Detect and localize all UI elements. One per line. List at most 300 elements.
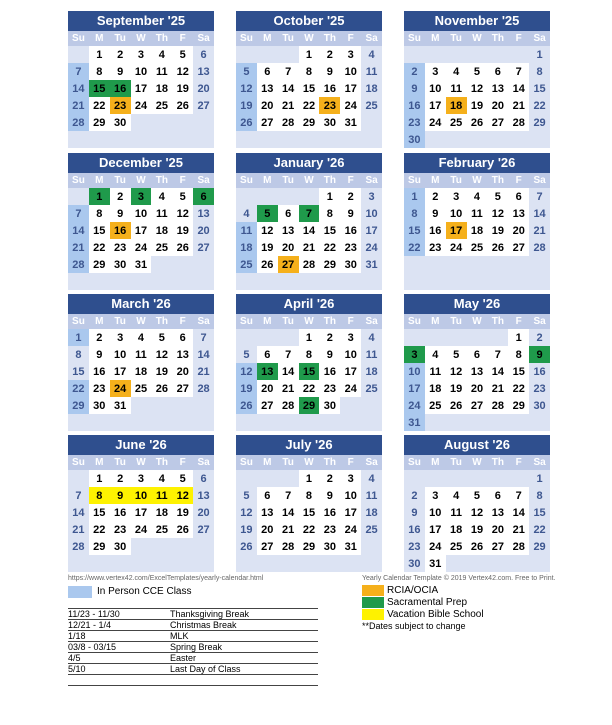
empty-cell: [68, 188, 89, 205]
empty-cell: [131, 397, 152, 414]
day-grid: [404, 329, 550, 431]
day-cell: 23: [89, 380, 110, 397]
day-cell: 28: [508, 538, 529, 555]
day-cell: 7: [487, 346, 508, 363]
day-cell: 17: [340, 504, 361, 521]
empty-cell: [172, 555, 193, 572]
day-cell: 12: [467, 504, 488, 521]
day-cell: 2: [529, 329, 550, 346]
empty-cell: [508, 555, 529, 572]
day-cell: 18: [361, 363, 382, 380]
empty-cell: [446, 414, 467, 431]
day-cell: 2: [404, 63, 425, 80]
empty-cell: [151, 273, 172, 290]
day-cell: 17: [425, 521, 446, 538]
empty-cell: [68, 273, 89, 290]
weekday-header-row: [236, 314, 382, 329]
break-name: Thanksgiving Break: [170, 609, 250, 619]
day-cell: 2: [319, 470, 340, 487]
day-cell: 19: [172, 504, 193, 521]
day-cell: 16: [425, 222, 446, 239]
empty-cell: [404, 470, 425, 487]
day-cell: 13: [487, 504, 508, 521]
day-cell: 25: [467, 239, 488, 256]
weekday-label: Th: [155, 316, 168, 327]
day-cell: 9: [110, 63, 131, 80]
day-cell: 1: [319, 188, 340, 205]
empty-cell: [446, 470, 467, 487]
day-cell: 15: [89, 504, 110, 521]
day-cell: 13: [257, 363, 278, 380]
empty-cell: [446, 273, 467, 290]
day-cell: 26: [236, 114, 257, 131]
day-cell: 22: [68, 380, 89, 397]
empty-cell: [236, 555, 257, 572]
day-cell: 3: [110, 329, 131, 346]
month-5: [404, 153, 550, 290]
month-title: January '26: [236, 153, 382, 173]
day-cell: 13: [172, 346, 193, 363]
weekday-label: M: [95, 175, 104, 186]
empty-cell: [172, 256, 193, 273]
day-cell: 3: [340, 46, 361, 63]
day-cell: 19: [467, 97, 488, 114]
day-cell: 10: [131, 63, 152, 80]
weekday-header-row: [68, 455, 214, 470]
empty-cell: [529, 256, 550, 273]
day-cell: 15: [299, 80, 320, 97]
day-cell: 21: [68, 97, 89, 114]
empty-cell: [151, 256, 172, 273]
day-cell: 4: [361, 46, 382, 63]
empty-cell: [361, 555, 382, 572]
rcia-swatch: [362, 585, 384, 596]
day-cell: 17: [340, 363, 361, 380]
day-cell: 2: [319, 329, 340, 346]
day-cell: 4: [361, 470, 382, 487]
day-cell: 19: [467, 521, 488, 538]
day-cell: 18: [151, 504, 172, 521]
day-cell: 8: [89, 487, 110, 504]
weekday-label: Sa: [365, 175, 378, 186]
empty-cell: [508, 273, 529, 290]
day-cell: 25: [361, 97, 382, 114]
day-cell: 6: [193, 46, 214, 63]
weekday-label: M: [95, 33, 104, 44]
day-cell: 10: [110, 346, 131, 363]
day-cell: 28: [68, 538, 89, 555]
day-cell: 1: [299, 470, 320, 487]
empty-cell: [257, 414, 278, 431]
day-cell: 4: [467, 188, 488, 205]
day-cell: 23: [110, 239, 131, 256]
weekday-label: M: [95, 457, 104, 468]
month-title: September '25: [68, 11, 214, 31]
day-cell: 20: [487, 97, 508, 114]
day-cell: 16: [529, 363, 550, 380]
weekday-label: Su: [408, 457, 421, 468]
break-name: Easter: [170, 653, 197, 663]
empty-cell: [361, 114, 382, 131]
empty-cell: [319, 414, 340, 431]
day-cell: 26: [236, 397, 257, 414]
empty-cell: [236, 273, 257, 290]
day-cell: 9: [319, 63, 340, 80]
empty-cell: [508, 256, 529, 273]
day-cell: 7: [508, 63, 529, 80]
day-cell: 10: [340, 63, 361, 80]
day-cell: 9: [340, 205, 361, 222]
weekday-label: M: [263, 316, 272, 327]
day-cell: 4: [151, 470, 172, 487]
empty-cell: [487, 273, 508, 290]
weekday-label: W: [304, 33, 314, 44]
empty-cell: [193, 555, 214, 572]
month-0: [68, 11, 214, 148]
empty-cell: [467, 256, 488, 273]
break-range: 03/8 - 03/15: [68, 642, 117, 652]
day-cell: 31: [404, 414, 425, 431]
day-cell: 16: [110, 80, 131, 97]
empty-cell: [487, 555, 508, 572]
day-cell: 13: [487, 80, 508, 97]
day-cell: 9: [110, 205, 131, 222]
day-cell: 5: [236, 487, 257, 504]
weekday-label: Tu: [450, 33, 462, 44]
weekday-label: M: [431, 316, 440, 327]
day-cell: 15: [299, 363, 320, 380]
day-cell: 29: [529, 538, 550, 555]
day-cell: 10: [446, 205, 467, 222]
empty-cell: [508, 46, 529, 63]
weekday-label: Tu: [450, 457, 462, 468]
empty-cell: [193, 538, 214, 555]
empty-cell: [110, 273, 131, 290]
legend-label: Sacramental Prep: [387, 596, 468, 608]
day-cell: 14: [193, 346, 214, 363]
weekday-label: F: [179, 316, 186, 327]
empty-cell: [361, 538, 382, 555]
break-name: Spring Break: [170, 642, 223, 652]
day-cell: 12: [172, 487, 193, 504]
day-cell: 25: [151, 239, 172, 256]
month-title: July '26: [236, 435, 382, 455]
day-grid: [236, 46, 382, 148]
weekday-label: F: [347, 316, 354, 327]
empty-cell: [404, 273, 425, 290]
day-cell: 11: [151, 205, 172, 222]
break-row: [68, 642, 318, 653]
day-cell: 16: [404, 521, 425, 538]
empty-cell: [110, 131, 131, 148]
day-cell: 23: [110, 521, 131, 538]
weekday-header-row: [404, 31, 550, 46]
day-cell: 13: [278, 222, 299, 239]
break-row: [68, 653, 318, 664]
empty-cell: [68, 131, 89, 148]
day-cell: 11: [236, 222, 257, 239]
day-cell: 13: [193, 63, 214, 80]
break-range: 5/10: [68, 664, 86, 674]
day-cell: 4: [361, 329, 382, 346]
empty-cell: [257, 329, 278, 346]
day-cell: 17: [404, 380, 425, 397]
day-cell: 25: [151, 521, 172, 538]
day-cell: 9: [425, 205, 446, 222]
empty-cell: [257, 46, 278, 63]
weekday-label: Su: [408, 316, 421, 327]
day-cell: 3: [131, 188, 152, 205]
day-cell: 10: [425, 80, 446, 97]
day-cell: 26: [151, 380, 172, 397]
weekday-label: M: [431, 457, 440, 468]
day-cell: 25: [151, 97, 172, 114]
empty-cell: [299, 555, 320, 572]
weekday-label: Su: [408, 33, 421, 44]
day-cell: 19: [487, 222, 508, 239]
day-cell: 11: [467, 205, 488, 222]
day-cell: 26: [172, 239, 193, 256]
day-cell: 20: [193, 222, 214, 239]
empty-cell: [487, 131, 508, 148]
day-cell: 3: [340, 470, 361, 487]
empty-cell: [278, 46, 299, 63]
day-cell: 22: [529, 97, 550, 114]
weekday-label: F: [347, 175, 354, 186]
day-cell: 2: [340, 188, 361, 205]
day-cell: 29: [89, 114, 110, 131]
break-name: Christmas Break: [170, 620, 237, 630]
day-cell: 5: [257, 205, 278, 222]
weekday-label: W: [136, 175, 146, 186]
empty-cell: [151, 397, 172, 414]
empty-cell: [446, 131, 467, 148]
day-cell: 20: [257, 97, 278, 114]
day-cell: 20: [278, 239, 299, 256]
day-cell: 22: [299, 97, 320, 114]
day-cell: 18: [446, 521, 467, 538]
weekday-header-row: [68, 31, 214, 46]
vbs-swatch: [362, 609, 384, 620]
weekday-label: Su: [240, 33, 253, 44]
empty-cell: [257, 188, 278, 205]
empty-cell: [487, 470, 508, 487]
day-cell: 27: [508, 239, 529, 256]
day-cell: 19: [151, 363, 172, 380]
empty-cell: [193, 131, 214, 148]
weekday-label: W: [136, 457, 146, 468]
empty-cell: [257, 131, 278, 148]
month-6: [68, 294, 214, 431]
day-cell: 28: [508, 114, 529, 131]
weekday-label: Th: [491, 316, 504, 327]
day-cell: 10: [361, 205, 382, 222]
day-cell: 10: [131, 205, 152, 222]
weekday-label: Su: [240, 175, 253, 186]
weekday-label: Sa: [197, 316, 210, 327]
weekday-label: Sa: [365, 316, 378, 327]
source-url[interactable]: https://www.vertex42.com/ExcelTemplates/yearly-calendar.html: [68, 575, 264, 582]
day-cell: 15: [299, 504, 320, 521]
day-cell: 13: [467, 363, 488, 380]
break-range: 4/5: [68, 653, 81, 663]
weekday-label: Tu: [282, 175, 294, 186]
weekday-label: Th: [155, 33, 168, 44]
day-cell: 4: [446, 487, 467, 504]
weekday-label: Sa: [533, 175, 546, 186]
day-cell: 4: [131, 329, 152, 346]
day-cell: 1: [299, 46, 320, 63]
day-cell: 9: [529, 346, 550, 363]
empty-cell: [446, 329, 467, 346]
day-cell: 19: [172, 80, 193, 97]
day-cell: 11: [425, 363, 446, 380]
weekday-header-row: [404, 455, 550, 470]
empty-cell: [340, 131, 361, 148]
day-cell: 3: [425, 63, 446, 80]
day-cell: 8: [404, 205, 425, 222]
day-cell: 28: [193, 380, 214, 397]
day-cell: 19: [236, 521, 257, 538]
weekday-label: Sa: [197, 33, 210, 44]
empty-cell: [508, 131, 529, 148]
day-cell: 20: [172, 363, 193, 380]
day-cell: 14: [68, 222, 89, 239]
day-cell: 9: [319, 487, 340, 504]
day-cell: 26: [446, 397, 467, 414]
day-cell: 12: [172, 205, 193, 222]
empty-cell: [236, 46, 257, 63]
day-cell: 30: [404, 131, 425, 148]
empty-cell: [529, 555, 550, 572]
break-row: [68, 675, 318, 686]
day-cell: 5: [467, 63, 488, 80]
day-cell: 5: [172, 470, 193, 487]
day-cell: 4: [425, 346, 446, 363]
breaks-table: [68, 608, 318, 686]
day-cell: 5: [172, 188, 193, 205]
month-8: [404, 294, 550, 431]
day-cell: 28: [68, 114, 89, 131]
empty-cell: [340, 397, 361, 414]
day-cell: 22: [89, 239, 110, 256]
day-cell: 15: [529, 504, 550, 521]
day-cell: 26: [467, 114, 488, 131]
day-cell: 27: [487, 114, 508, 131]
weekday-label: M: [431, 175, 440, 186]
day-cell: 11: [151, 487, 172, 504]
day-cell: 9: [404, 504, 425, 521]
weekday-label: Su: [72, 33, 85, 44]
day-cell: 12: [446, 363, 467, 380]
day-cell: 30: [529, 397, 550, 414]
empty-cell: [193, 397, 214, 414]
weekday-header-row: [68, 314, 214, 329]
day-cell: 10: [340, 346, 361, 363]
day-cell: 8: [319, 205, 340, 222]
empty-cell: [257, 273, 278, 290]
empty-cell: [151, 114, 172, 131]
day-cell: 20: [257, 521, 278, 538]
empty-cell: [361, 131, 382, 148]
day-cell: 8: [68, 346, 89, 363]
weekday-label: Su: [72, 316, 85, 327]
day-cell: 26: [487, 239, 508, 256]
empty-cell: [278, 188, 299, 205]
day-cell: 8: [529, 63, 550, 80]
day-cell: 28: [68, 256, 89, 273]
day-cell: 24: [110, 380, 131, 397]
empty-cell: [425, 470, 446, 487]
day-cell: 24: [340, 97, 361, 114]
empty-cell: [236, 188, 257, 205]
empty-cell: [446, 555, 467, 572]
empty-cell: [425, 46, 446, 63]
day-cell: 11: [361, 346, 382, 363]
day-cell: 23: [425, 239, 446, 256]
day-cell: 4: [151, 46, 172, 63]
legend-vbs: [362, 608, 484, 620]
day-cell: 8: [89, 63, 110, 80]
day-cell: 21: [278, 380, 299, 397]
month-10: [236, 435, 382, 572]
empty-cell: [172, 538, 193, 555]
break-row: [68, 620, 318, 631]
day-cell: 2: [110, 188, 131, 205]
empty-cell: [446, 46, 467, 63]
day-cell: 24: [131, 239, 152, 256]
empty-cell: [151, 131, 172, 148]
empty-cell: [193, 256, 214, 273]
day-cell: 27: [193, 239, 214, 256]
day-cell: 1: [508, 329, 529, 346]
day-cell: 30: [89, 397, 110, 414]
day-cell: 25: [446, 538, 467, 555]
day-cell: 7: [529, 188, 550, 205]
day-cell: 30: [110, 538, 131, 555]
day-cell: 29: [89, 538, 110, 555]
day-cell: 17: [446, 222, 467, 239]
empty-cell: [278, 273, 299, 290]
empty-cell: [278, 329, 299, 346]
weekday-label: W: [472, 33, 482, 44]
empty-cell: [89, 273, 110, 290]
day-cell: 18: [361, 80, 382, 97]
empty-cell: [404, 329, 425, 346]
day-cell: 27: [193, 521, 214, 538]
weekday-label: Th: [491, 175, 504, 186]
day-cell: 6: [487, 63, 508, 80]
empty-cell: [361, 273, 382, 290]
empty-cell: [68, 470, 89, 487]
month-3: [68, 153, 214, 290]
break-name: MLK: [170, 631, 189, 641]
weekday-label: Tu: [450, 175, 462, 186]
empty-cell: [89, 555, 110, 572]
weekday-label: W: [472, 316, 482, 327]
day-cell: 21: [299, 239, 320, 256]
day-cell: 12: [467, 80, 488, 97]
empty-cell: [193, 114, 214, 131]
month-title: August '26: [404, 435, 550, 455]
day-cell: 6: [487, 487, 508, 504]
empty-cell: [131, 414, 152, 431]
day-cell: 18: [446, 97, 467, 114]
day-cell: 21: [529, 222, 550, 239]
day-cell: 12: [257, 222, 278, 239]
weekday-label: W: [472, 457, 482, 468]
empty-cell: [278, 470, 299, 487]
